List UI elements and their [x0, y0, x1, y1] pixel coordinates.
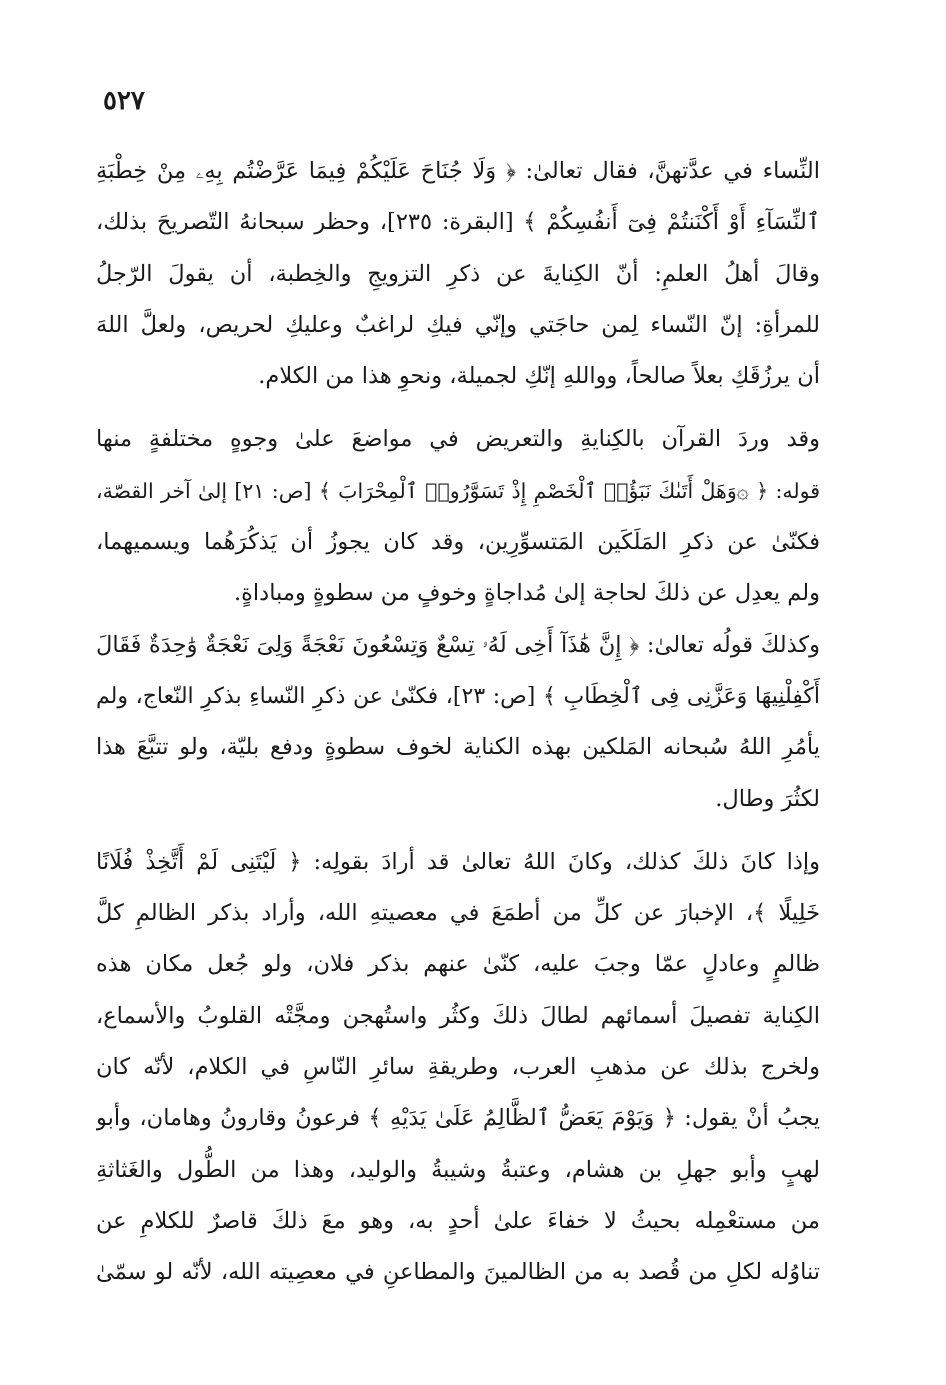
text-line: أَكْفِلْنِيهَا وَعَزَّنِى فِى ٱلْخِطَابِ ﴾ [ص: ٢٣]، فكنّىٰ عن ذكرِ النّساءِ بذكرِ النّعاج، ولم [96, 683, 820, 709]
paragraph-4 [96, 837, 820, 1299]
text-line: وقد وردَ القرآن بالكِنايةِ والتعريض في مواضعَ علىٰ وجوهٍ مختلفةٍ منها [96, 426, 820, 453]
text-line: يأمُرِ اللهُ سُبحانه المَلكين بهذه الكناية لخوف سطوةٍ ودفع بليّة، ولو تتبَّعَ هذا [96, 734, 820, 761]
text-line: يجبُ أنْ يقول: ﴿ وَيَوْمَ يَعَضُّ ٱلظَّالِمُ عَلَىٰ يَدَيْهِ ﴾ فرعونُ وقارونُ وهامان، وأبو [96, 1105, 820, 1132]
text-line: خَلِيلًا ﴾، الإخبارَ عن كلِّ من أطمَعَ في معصيتهِ الله، وأراد بذكر الظالمِ كلَّ [96, 900, 820, 927]
paragraph-3 [96, 620, 820, 825]
text-line: الكِناية تفصيلَ أسمائهم لطالَ ذلكَ وكثُر واستُهجن ومجَّتْه القلوبُ والأسماع، [96, 1002, 820, 1029]
text-line: قوله: ﴿ ۞وَهَلْ أَتَىٰكَ نَبَؤُا۟ ٱلْخَصْمِ إِذْ تَسَوَّرُوا۟ ٱلْمِحْرَابَ ﴾ [ص: ٢١] إلىٰ آخر القصّة، [96, 478, 820, 503]
text-line: لكثُرَ وطال. [715, 785, 820, 812]
text-line: للمرأةِ: إنّ النّساء لِمن حاجَتي وإنّي فيكِ لراغبٌ وعليكِ لحريص، ولعلَّ اللهَ [96, 311, 820, 338]
text-line: أن يرزُقَكِ بعلاً صالحاً، وواللهِ إنّكِ لجميلة، ونحوِ هذا من الكلام. [258, 363, 820, 390]
text-line: من مستعْمِله بحيثُ لا خفاءَ علىٰ أحدٍ به، وهو معَ ذلكَ قاصرٌ للكلامِ عن [96, 1207, 820, 1234]
text-line: ولم يعدِل عن ذلكَ لحاجة إلىٰ مُداجاةٍ وخوفٍ من سطوةٍ ومباداةٍ. [233, 580, 820, 607]
text-line: ولخرج بذلك عن مذهبِ العرب، وطريقةِ سائرِ النّاسِ في الكلام، لأنّه كان [96, 1054, 820, 1081]
text-line: وكذلكَ قولُه تعالىٰ: ﴿ إِنَّ هَٰذَآ أَخِى لَهُۥ تِسْعٌ وَتِسْعُونَ نَعْجَةً وَلِىَ نَعْجَةٌ وَٰحِدَةٌ فَقَالَ [96, 631, 820, 658]
text-line: ظالمٍ وعادلٍ عمّا وجبَ عليه، كنّىٰ عنهم بذكر فلان، ولو جُعل مكان هذه [96, 951, 820, 978]
text-line: وإذا كانَ ذلكَ كذلك، وكانَ اللهُ تعالىٰ قد أرادَ بقولِه: ﴿ لَيْتَنِى لَمْ أَتَّخِذْ فُلَانًا [96, 848, 820, 875]
text-line: لهبٍ وأبو جهلِ بن هشام، وعتبةُ وشيبةُ والوليد، وهذا من الطُّول والغَثاثةِ [96, 1156, 820, 1183]
page-number: ٥٢٧ [103, 86, 145, 116]
paragraph-gap [96, 825, 820, 837]
text-line: تناوُله لكلِ من قُصد به من الظالمينَ والمطاعنِ في معصِيته الله، لأنّه لو سمّىٰ [96, 1259, 820, 1286]
paragraph-gap [96, 402, 820, 414]
paragraph-1 [96, 146, 820, 402]
text-line: وقالَ أهلُ العلمِ: أنّ الكِنايةَ عن ذكرِ التزويجِ والخِطبة، أن يقولَ الرّجلُ [96, 260, 820, 287]
text-line: ٱلنِّسَآءِ أَوْ أَكْنَنتُمْ فِىٓ أَنفُسِكُمْ ﴾ [البقرة: ٢٣٥]، وحظر سبحانهُ التّصريحَ بذلك، [96, 209, 820, 236]
text-line: فكنّىٰ عن ذكرِ المَلَكَين المَتسوِّرِين، وقد كان يجوزُ أن يَذكُرَهُما ويسميهما، [96, 529, 820, 556]
body-text [96, 146, 820, 1299]
text-line: النِّساء في عدَّتهنَّ، فقال تعالىٰ: ﴿ وَلَا جُنَاحَ عَلَيْكُمْ فِيمَا عَرَّضْتُم بِهِۦ مِنْ خِطْبَةِ [96, 158, 820, 184]
paragraph-2 [96, 414, 820, 619]
